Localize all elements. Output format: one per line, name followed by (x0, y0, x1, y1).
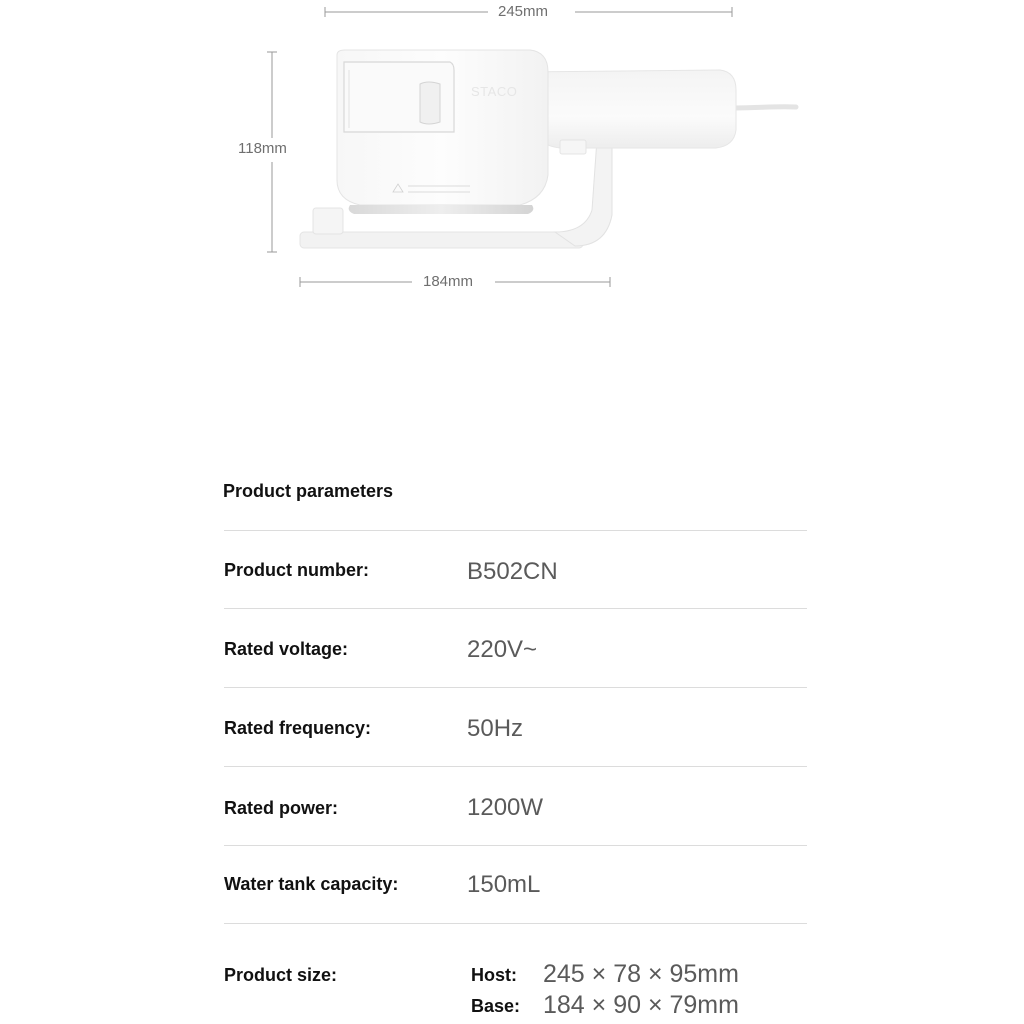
divider (224, 687, 807, 688)
host-size-value: 245 × 78 × 95mm (543, 960, 739, 988)
product-number-label: Product number: (224, 560, 370, 580)
divider (224, 766, 807, 767)
rated-voltage-value: 220V~ (467, 636, 538, 663)
rated-frequency-label: Rated frequency: (224, 718, 372, 738)
host-size-label: Host: (471, 965, 517, 985)
divider (224, 923, 807, 924)
rated-voltage-label: Rated voltage: (224, 639, 349, 659)
water-tank-capacity-value: 150mL (467, 871, 541, 898)
divider (224, 845, 807, 846)
divider (224, 530, 807, 531)
rated-power-value: 1200W (467, 794, 544, 821)
length-dimension-label: 245mm (492, 3, 554, 21)
base-length-dimension-label: 184mm (417, 273, 479, 291)
brand-logo-text: STACO (471, 84, 518, 99)
product-number-value: B502CN (467, 558, 558, 585)
rated-frequency-value: 50Hz (467, 715, 524, 742)
base-size-label: Base: (471, 996, 521, 1016)
water-tank-capacity-label: Water tank capacity: (224, 874, 399, 894)
product-dimension-figure (0, 0, 1024, 300)
rated-power-label: Rated power: (224, 798, 339, 818)
base-size-value: 184 × 90 × 79mm (543, 991, 739, 1019)
garment-steamer-illustration (0, 0, 1024, 300)
height-dimension-label: 118mm (238, 140, 287, 157)
divider (224, 608, 807, 609)
section-title: Product parameters (223, 481, 394, 501)
product-size-label: Product size: (224, 965, 338, 985)
